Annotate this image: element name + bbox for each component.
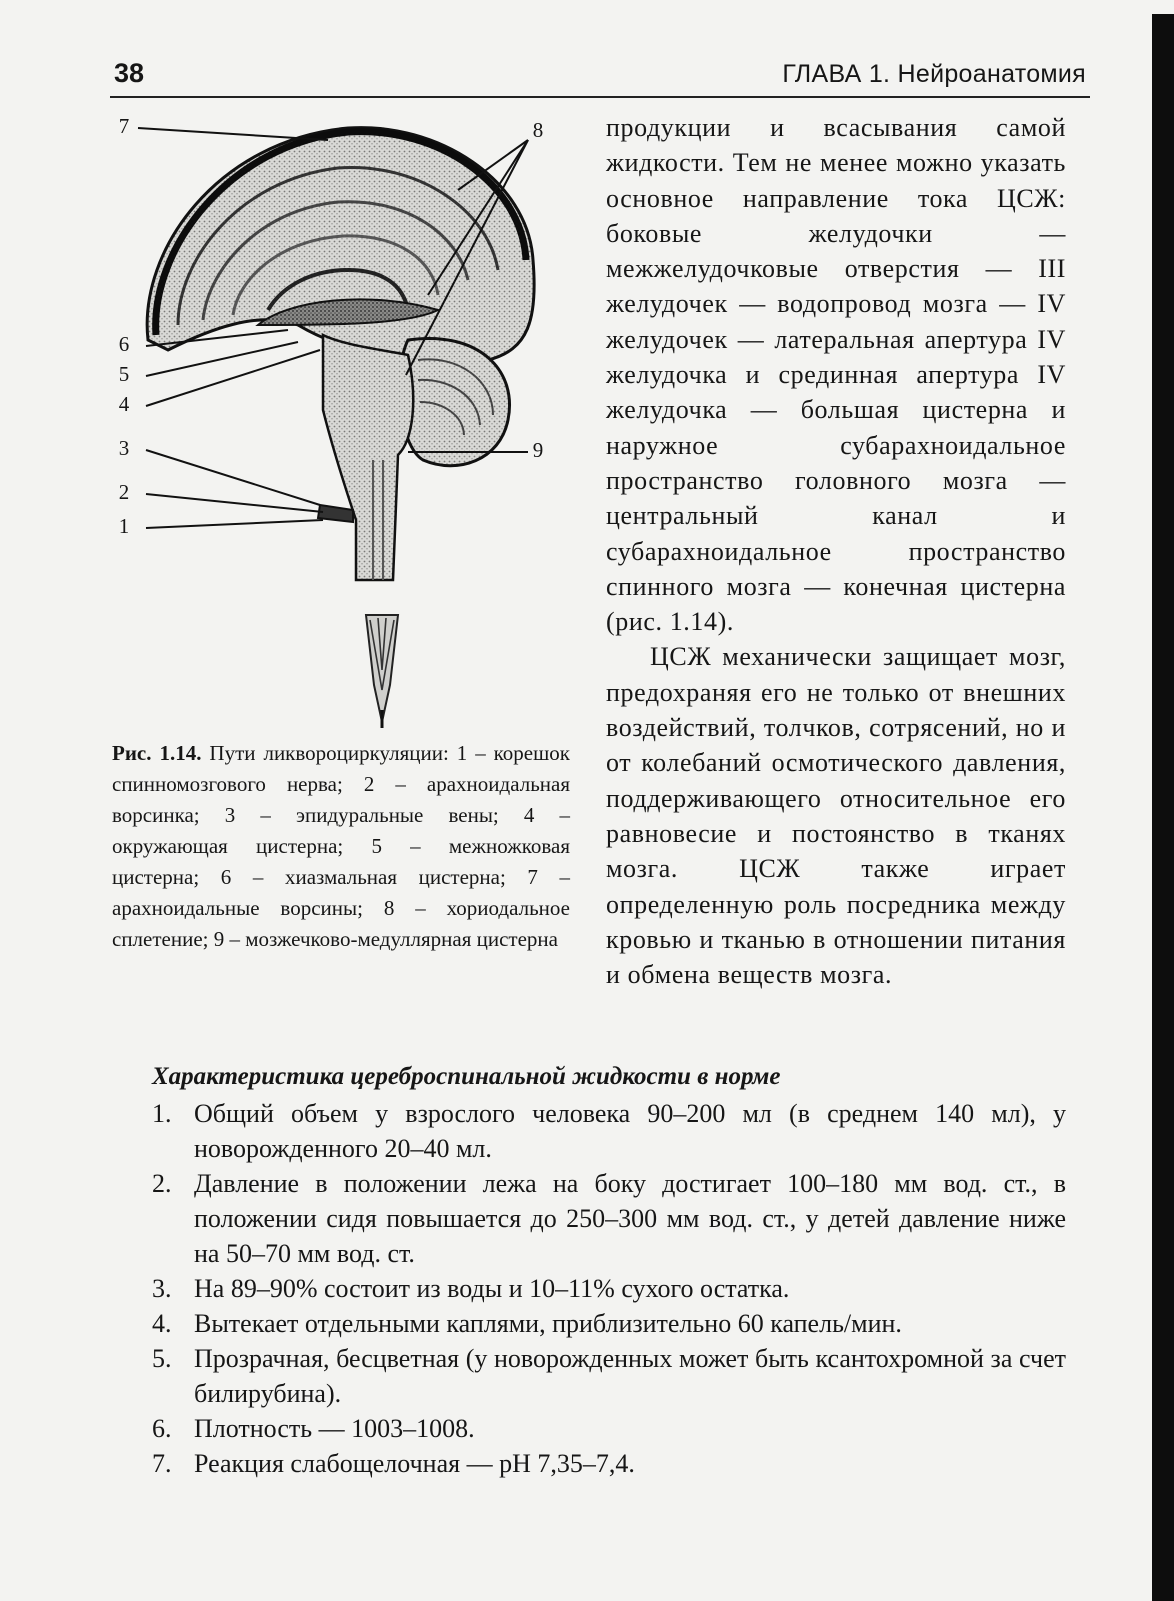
list-item-number: 7. [152, 1449, 172, 1478]
list-item-text: Реакция слабощелочная — рН 7,35–7,4. [194, 1449, 635, 1478]
figure-caption-label: Рис. 1.14. [112, 741, 202, 765]
list-item-number: 4. [152, 1309, 172, 1338]
list-item-number: 1. [152, 1099, 172, 1128]
list-item [152, 1306, 1066, 1341]
figure-caption [112, 738, 570, 955]
list-item-number: 2. [152, 1169, 172, 1198]
list-item-text: На 89–90% состоит из воды и 10–11% сухого остатка. [194, 1274, 790, 1303]
list-item [152, 1446, 1066, 1481]
body-paragraph: ЦСЖ механически защищает мозг, предохраняя его не только от внешних воздействий, толчков, сотрясений, но и от колебаний осмотического давления, поддерживающего относительное его равновесие и постоянство в тканях мозга. ЦСЖ также играет определенную роль посредника между кровью и тканью в отношении питания и обмена веществ мозга. [606, 642, 1066, 990]
brain-csf-figure [108, 110, 568, 750]
list-item [152, 1271, 1066, 1306]
list-item-text: Прозрачная, бесцветная (у новорожденных может быть ксантохромной за счет билирубина). [194, 1344, 1066, 1408]
list-item-text: Давление в положении лежа на боку достигает 100–180 мм вод. ст., в положении сидя повышается до 250–300 мм вод. ст., у детей давление ниже на 50–70 мм вод. ст. [194, 1169, 1066, 1268]
callout-1: 1 [118, 514, 130, 538]
list-item [152, 1411, 1066, 1446]
list-item-text: Общий объем у взрослого человека 90–200 мл (в среднем 140 мл), у новорожденного 20–40 мл. [194, 1099, 1066, 1163]
list-item-text: Плотность — 1003–1008. [194, 1414, 475, 1443]
list-item [152, 1166, 1066, 1271]
callout-7: 7 [118, 114, 130, 138]
body-paragraph: продукции и всасывания самой жидкости. Тем не менее можно указать основное направление тока ЦСЖ: боковые желудочки — межжелудочковые отверстия — III желудочек — водопровод мозга — IV желудочек — латеральная апертура IV желудочка и срединная апертура IV желудочка — большая цистерна и наружное субарахноидальное пространство головного мозга — центральный канал и субарахноидальное пространство спинного мозга — конечная цистерна (рис. 1.14). [606, 113, 1066, 637]
figure-caption-text: Пути ликвороциркуляции: 1 – корешок спинномозгового нерва; 2 – арахноидальная ворсинка; 3 – эпидуральные вены; 4 – окружающая цистерна; 5 – межножковая цистерна; 6 – хиазмальная цистерна; 7 – арахноидальные ворсины; 8 – хориодальное сплетение; 9 – мозжечково-медуллярная цистерна [112, 741, 570, 951]
brainstem-spinal-cord [323, 335, 413, 580]
callout-3: 3 [118, 436, 130, 460]
brain-illustration [108, 110, 568, 750]
list-item-text: Вытекает отдельными каплями, приблизительно 60 капель/мин. [194, 1309, 902, 1338]
running-header: ГЛАВА 1. Нейроанатомия [782, 60, 1086, 88]
callout-9: 9 [532, 438, 544, 462]
list-item [152, 1096, 1066, 1166]
callout-8: 8 [532, 118, 544, 142]
header-rule [110, 96, 1090, 98]
list-item-number: 3. [152, 1274, 172, 1303]
section-heading: Характеристика цереброспинальной жидкости в норме [152, 1063, 781, 1090]
body-text-column [606, 110, 1066, 992]
callout-2: 2 [118, 480, 130, 504]
list-item [152, 1341, 1066, 1411]
csf-norms-list [152, 1096, 1066, 1481]
list-item-number: 6. [152, 1414, 172, 1443]
callout-5: 5 [118, 362, 130, 386]
callout-4: 4 [118, 392, 130, 416]
list-item-number: 5. [152, 1344, 172, 1373]
callout-6: 6 [118, 332, 130, 356]
book-spine-shadow [1152, 14, 1174, 1601]
page-number: 38 [114, 58, 145, 88]
